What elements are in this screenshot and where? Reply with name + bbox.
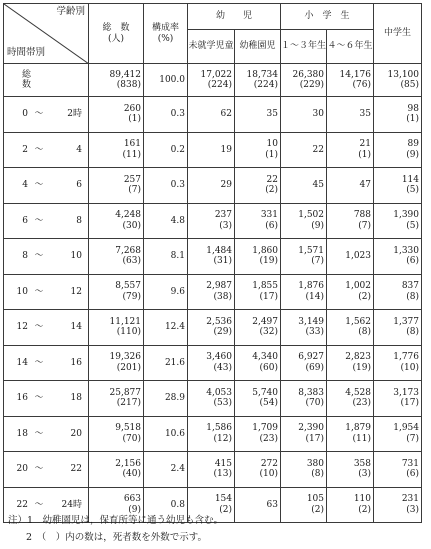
total-row-c5: 13,100 (85) — [374, 64, 422, 97]
total-row-c1: 17,022 (224) — [188, 64, 235, 97]
cell-ratio: 0.8 — [144, 487, 188, 523]
time-band-label: 8 ～ 10 — [4, 239, 89, 275]
accident-table — [3, 3, 422, 523]
total-row-c2: 18,734 (224) — [235, 64, 281, 97]
table-row — [4, 310, 422, 346]
cell-ratio: 8.1 — [144, 239, 188, 275]
total-header-unit: (人) — [107, 33, 125, 44]
cell-c1: 29 — [188, 168, 235, 204]
cell-total: 11,121 (110) — [89, 310, 144, 346]
time-band-label: 18 ～ 20 — [4, 416, 89, 452]
cell-c3: 1,502 (9) — [281, 203, 327, 239]
cell-total: 161 (11) — [89, 132, 144, 168]
cell-c1: 2,536 (29) — [188, 310, 235, 346]
cell-c4: 1,562 (8) — [327, 310, 374, 346]
young-sub2-header: 幼稚園児 — [235, 30, 281, 64]
young-sub1-header: 未就学児童 — [188, 30, 235, 64]
cell-ratio: 12.4 — [144, 310, 188, 346]
cell-c2: 2,497 (32) — [235, 310, 281, 346]
cell-c4: 4,528 (23) — [327, 381, 374, 417]
cell-c2: 331 (6) — [235, 203, 281, 239]
cell-c2: 10 (1) — [235, 132, 281, 168]
table-row — [4, 274, 422, 310]
cell-c5: 837 (8) — [374, 274, 422, 310]
cell-c1: 237 (3) — [188, 203, 235, 239]
time-band-label: 16 ～ 18 — [4, 381, 89, 417]
cell-c4: 110 (2) — [327, 487, 374, 523]
cell-c1: 19 — [188, 132, 235, 168]
cell-c5: 1,390 (5) — [374, 203, 422, 239]
total-row-c3: 26,380 (229) — [281, 64, 327, 97]
cell-c5: 98 (1) — [374, 97, 422, 133]
cell-total: 7,268 (63) — [89, 239, 144, 275]
cell-c3: 45 — [281, 168, 327, 204]
footnote-2: 2 （ ）内の数は，死者数を外数で示す。 — [26, 532, 208, 543]
cell-total: 19,326 (201) — [89, 345, 144, 381]
cell-c1: 1,484 (31) — [188, 239, 235, 275]
cell-total: 663 (9) — [89, 487, 144, 523]
cell-c5: 1,776 (10) — [374, 345, 422, 381]
cell-c3: 6,927 (69) — [281, 345, 327, 381]
cell-c3: 1,571 (7) — [281, 239, 327, 275]
cell-total: 8,557 (79) — [89, 274, 144, 310]
cell-c5: 1,330 (6) — [374, 239, 422, 275]
table-row — [4, 97, 422, 133]
total-row-label: 総 数 — [4, 64, 89, 97]
cell-ratio: 9.6 — [144, 274, 188, 310]
cell-c5: 89 (9) — [374, 132, 422, 168]
cell-ratio: 0.2 — [144, 132, 188, 168]
cell-total: 2,156 (40) — [89, 452, 144, 488]
cell-c3: 8,383 (70) — [281, 381, 327, 417]
cell-c4: 1,002 (2) — [327, 274, 374, 310]
cell-ratio: 0.3 — [144, 168, 188, 204]
cell-c5: 231 (3) — [374, 487, 422, 523]
cell-c4: 358 (3) — [327, 452, 374, 488]
cell-c2: 63 — [235, 487, 281, 523]
total-row-c4: 14,176 (76) — [327, 64, 374, 97]
table-row — [4, 203, 422, 239]
corner-top-label: 学齢別 — [56, 6, 85, 17]
cell-c4: 21 (1) — [327, 132, 374, 168]
cell-c2: 22 (2) — [235, 168, 281, 204]
cell-c2: 35 — [235, 97, 281, 133]
ratio-header-unit: (%) — [157, 33, 174, 44]
cell-total: 260 (1) — [89, 97, 144, 133]
time-band-label: 12 ～ 14 — [4, 310, 89, 346]
total-row-ratio: 100.0 — [144, 64, 188, 97]
cell-total: 25,877 (217) — [89, 381, 144, 417]
junior-header: 中学生 — [374, 4, 422, 64]
total-header-label: 総 数 — [102, 23, 130, 34]
cell-c5: 1,954 (7) — [374, 416, 422, 452]
cell-c1: 415 (13) — [188, 452, 235, 488]
cell-c2: 4,340 (60) — [235, 345, 281, 381]
cell-c2: 1,855 (17) — [235, 274, 281, 310]
cell-c4: 2,823 (19) — [327, 345, 374, 381]
cell-total: 9,518 (70) — [89, 416, 144, 452]
cell-total: 257 (7) — [89, 168, 144, 204]
cell-c3: 1,876 (14) — [281, 274, 327, 310]
cell-ratio: 0.3 — [144, 97, 188, 133]
time-band-label: 6 ～ 8 — [4, 203, 89, 239]
time-band-label: 4 ～ 6 — [4, 168, 89, 204]
cell-c1: 154 (2) — [188, 487, 235, 523]
cell-ratio: 2.4 — [144, 452, 188, 488]
time-band-label: 14 ～ 16 — [4, 345, 89, 381]
table-row — [4, 132, 422, 168]
ratio-header — [144, 4, 188, 64]
cell-c2: 1,860 (19) — [235, 239, 281, 275]
time-band-label: 20 ～ 22 — [4, 452, 89, 488]
footnote-1: 注）1 幼稚園児は，保育所等に通う幼児も含む。 — [8, 515, 224, 526]
cell-c3: 105 (2) — [281, 487, 327, 523]
cell-c1: 2,987 (38) — [188, 274, 235, 310]
footnotes — [8, 512, 223, 546]
cell-c3: 2,390 (17) — [281, 416, 327, 452]
elem-sub1-header: １～３年生 — [281, 30, 327, 64]
table-row — [4, 168, 422, 204]
cell-c5: 1,377 (8) — [374, 310, 422, 346]
total-header — [89, 4, 144, 64]
cell-c5: 3,173 (17) — [374, 381, 422, 417]
cell-c5: 114 (5) — [374, 168, 422, 204]
cell-ratio: 4.8 — [144, 203, 188, 239]
cell-c3: 3,149 (33) — [281, 310, 327, 346]
cell-c1: 4,053 (53) — [188, 381, 235, 417]
cell-total: 4,248 (30) — [89, 203, 144, 239]
ratio-header-label: 構成率 — [151, 23, 179, 34]
cell-c4: 788 (7) — [327, 203, 374, 239]
cell-c1: 62 — [188, 97, 235, 133]
cell-ratio: 21.6 — [144, 345, 188, 381]
table-row — [4, 345, 422, 381]
elem-sub2-header: ４～６年生 — [327, 30, 374, 64]
cell-ratio: 10.6 — [144, 416, 188, 452]
table-row — [4, 452, 422, 488]
time-band-label: 2 ～ 4 — [4, 132, 89, 168]
corner-bottom-label: 時間帯別 — [7, 47, 46, 59]
elem-group-header: 小 学 生 — [281, 4, 374, 30]
cell-ratio: 28.9 — [144, 381, 188, 417]
cell-c3: 22 — [281, 132, 327, 168]
table-row — [4, 239, 422, 275]
cell-c4: 35 — [327, 97, 374, 133]
cell-c4: 1,879 (11) — [327, 416, 374, 452]
cell-c4: 47 — [327, 168, 374, 204]
young-group-header: 幼 児 — [188, 4, 281, 30]
corner-header — [4, 4, 89, 64]
table-row — [4, 416, 422, 452]
time-band-label: 0 ～ 2時 — [4, 97, 89, 133]
cell-c1: 3,460 (43) — [188, 345, 235, 381]
cell-c1: 1,586 (12) — [188, 416, 235, 452]
total-row — [4, 64, 422, 97]
cell-c2: 272 (10) — [235, 452, 281, 488]
cell-c3: 380 (8) — [281, 452, 327, 488]
cell-c3: 30 — [281, 97, 327, 133]
total-row-total: 89,412 (838) — [89, 64, 144, 97]
time-band-label: 10 ～ 12 — [4, 274, 89, 310]
table-row — [4, 381, 422, 417]
cell-c4: 1,023 — [327, 239, 374, 275]
time-band-label: 22 ～ 24時 — [4, 487, 89, 523]
cell-c2: 1,709 (23) — [235, 416, 281, 452]
cell-c5: 731 (6) — [374, 452, 422, 488]
cell-c2: 5,740 (54) — [235, 381, 281, 417]
